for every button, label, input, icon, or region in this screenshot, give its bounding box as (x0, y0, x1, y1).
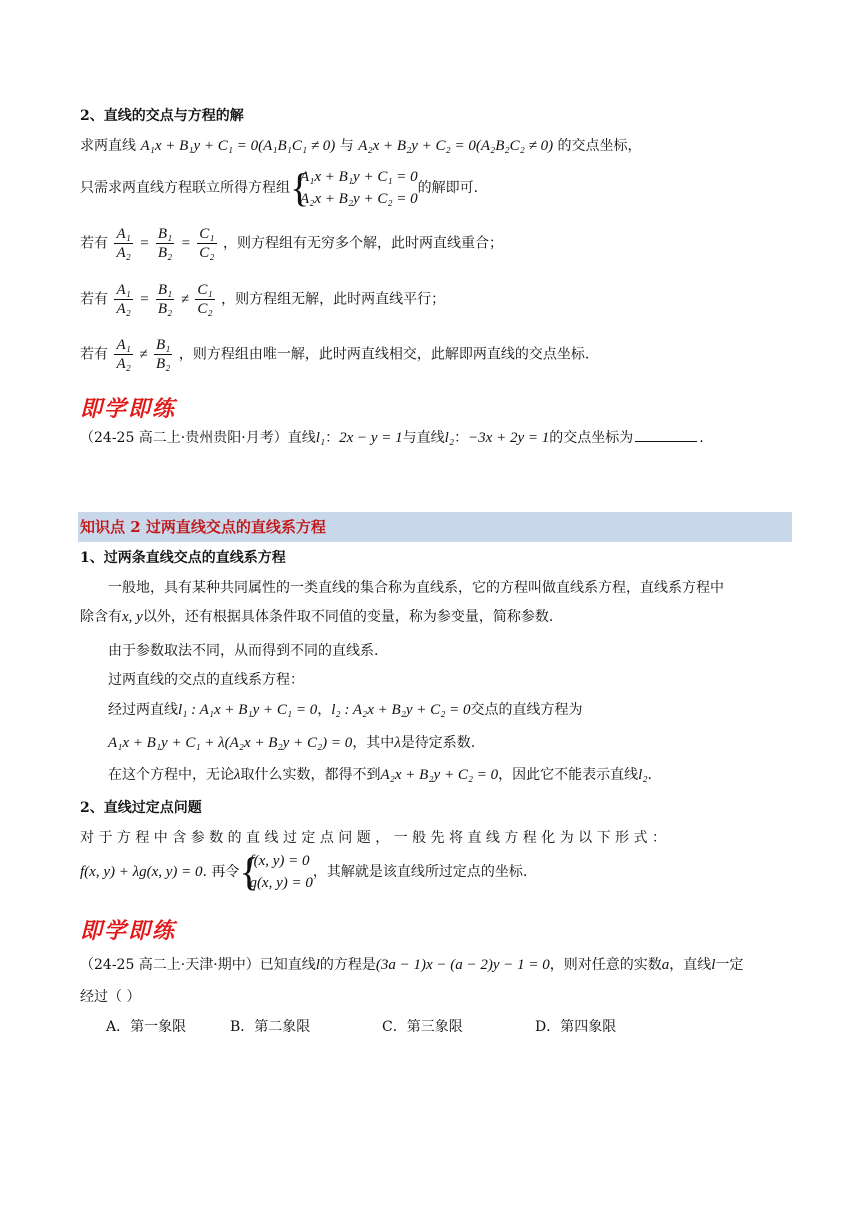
system-row: A₂x + B₂y + C₂ = 0 (300, 191, 418, 207)
variable: l (315, 957, 320, 973)
text: ，则方程组无解，此时两直线平行； (221, 291, 446, 308)
paragraph: 过两直线的交点的直线系方程： (108, 672, 304, 688)
equation: 2x − y = 1 (339, 430, 403, 446)
answer-blank[interactable] (635, 441, 697, 442)
system-statement (80, 166, 478, 210)
equals-sign: = (180, 235, 191, 252)
lambda-symbol: λ (234, 767, 241, 783)
question-line: 经过（ ） (80, 989, 141, 1005)
section-title: 2、直线的交点与方程的解 (80, 108, 244, 124)
text: 的方程是 (319, 957, 376, 973)
subsection-title: 2、直线过定点问题 (80, 800, 202, 816)
text: 除含有 (80, 609, 122, 625)
text: . (647, 767, 652, 783)
paragraph (108, 700, 583, 720)
variable: a (661, 957, 670, 973)
knowledge-point-title: 知识点 2 过两直线交点的直线系方程 (80, 518, 326, 536)
equals-sign: = (139, 235, 150, 252)
equation-line2: A₂x + B₂y + C₂ = 0(A₂B₂C₂ ≠ 0) (358, 138, 554, 154)
paragraph: 一般地，具有某种共同属性的一类直线的集合称为直线系，它的方程叫做直线系方程，直线系方程中 (108, 580, 724, 596)
practice-heading: 即学即练 (80, 919, 177, 944)
equation: l₁ : A₁x + B₁y + C₁ = 0 (178, 702, 318, 718)
variables: x, y (122, 609, 143, 625)
practice-question (80, 428, 704, 448)
text: 若有 (80, 291, 108, 308)
text: 以外，还有根据具体条件取不同值的变量，称为参变量，简称参数. (142, 609, 554, 625)
text: 与 (339, 138, 354, 154)
not-equal-sign: ≠ (139, 346, 148, 363)
fraction: $\frac{\text{A₁}}{\text{A₂}}$ (116, 226, 131, 261)
practice-question (80, 955, 743, 975)
text: 的交点坐标， (557, 138, 642, 154)
text: ， (317, 702, 332, 718)
text: ： (454, 430, 469, 446)
text: 的交点坐标为 (549, 430, 634, 446)
fraction: $\frac{\text{C₁}}{\text{C₂}}$ (199, 226, 215, 261)
subsection-title: 1、过两条直线交点的直线系方程 (80, 550, 286, 566)
text: 若有 (80, 346, 108, 363)
equation-system: { A₁x + B₁y + C₁ = 0 A₂x + B₂y + C₂ = 0 (290, 165, 418, 210)
fraction: $\frac{\text{C₁}}{\text{C₂}}$ (197, 282, 213, 317)
text: ，则对任意的实数 (549, 957, 662, 973)
equation: −3x + 2y = 1 (468, 430, 550, 446)
text: 求两直线 (80, 138, 136, 154)
text: 的解即可. (417, 180, 479, 196)
line-label: l₁ (315, 430, 326, 446)
option-c[interactable]: C．第三象限 (382, 1019, 463, 1035)
text: ，则方程组由唯一解，此时两直线相交，此解即两直线的交点坐标. (178, 346, 590, 363)
equation-system: { f(x, y) = 0 g(x, y) = 0 (239, 849, 313, 894)
system-row: f(x, y) = 0 (249, 853, 310, 869)
option-a[interactable]: A．第一象限 (106, 1019, 187, 1035)
line-label: l₂ (638, 767, 648, 783)
fraction: $\frac{\text{A₁}}{\text{A₂}}$ (116, 337, 131, 372)
case-intersecting (80, 336, 589, 373)
text: ，因此它不能表示直线 (498, 767, 639, 783)
text: 与直线 (402, 430, 445, 446)
line-family-equation: A₁x + B₁y + C₁ + λ(A₂x + B₂y + C₂) = 0 (108, 735, 353, 751)
practice-heading: 即学即练 (80, 397, 177, 422)
text: . (699, 430, 704, 446)
text: 只需求两直线方程联立所得方程组 (80, 180, 290, 196)
paragraph: 对 于 方 程 中 含 参 数 的 直 线 过 定 点 问 题 ， 一 般 先 将 直 线 方 程 化 为 以 下 形 式 ： (80, 830, 666, 846)
fraction: $\frac{\text{B₁}}{\text{B₂}}$ (157, 282, 173, 317)
equals-sign: = (139, 291, 150, 308)
question-source: （24-25 高二上·贵州贵阳·月考）直线 (80, 430, 316, 446)
fraction: $\frac{\text{A₁}}{\text{A₂}}$ (116, 282, 131, 317)
text: ，其中 (352, 735, 395, 751)
equation-line1: A₁x + B₁y + C₁ = 0(A₁B₁C₁ ≠ 0) (140, 138, 336, 154)
intersection-statement (80, 136, 642, 156)
text: ，其解就是该直线所过定点的坐标. (312, 864, 528, 880)
text: 交点的直线方程为 (470, 702, 583, 718)
line-label: l₂ (444, 430, 455, 446)
text: 是待定系数. (400, 735, 476, 751)
not-equal-sign: ≠ (180, 291, 189, 308)
paragraph (80, 850, 527, 894)
paragraph: 由于参数取法不同，从而得到不同的直线系. (108, 643, 379, 659)
paragraph (108, 733, 475, 753)
fraction: $\frac{\text{B₁}}{\text{B₂}}$ (157, 226, 173, 261)
equation: l₂ : A₂x + B₂y + C₂ = 0 (331, 702, 471, 718)
equation: (3a − 1)x − (a − 2)y − 1 = 0 (375, 957, 550, 973)
case-coincident (80, 225, 503, 262)
text: ，直线 (669, 957, 712, 973)
text: ： (325, 430, 340, 446)
equation: A₂x + B₂y + C₂ = 0 (380, 767, 499, 783)
lambda-symbol: λ (394, 735, 401, 751)
system-row: g(x, y) = 0 (249, 875, 313, 891)
system-row: A₁x + B₁y + C₁ = 0 (300, 169, 418, 185)
text: 若有 (80, 235, 108, 252)
variable: l (711, 957, 716, 973)
text: 一定 (715, 957, 744, 973)
case-parallel (80, 281, 445, 318)
text: . 再令 (202, 864, 240, 880)
text: 在这个方程中，无论 (108, 767, 234, 783)
text: ，则方程组有无穷多个解，此时两直线重合； (222, 235, 503, 252)
text: 取什么实数，都得不到 (240, 767, 381, 783)
fraction: $\frac{\text{B₁}}{\text{B₂}}$ (155, 337, 171, 372)
equation: f(x, y) + λg(x, y) = 0 (80, 864, 203, 880)
question-source: （24-25 高二上·天津·期中）已知直线 (80, 957, 316, 973)
option-d[interactable]: D．第四象限 (535, 1019, 617, 1035)
option-b[interactable]: B．第二象限 (230, 1019, 311, 1035)
text: 经过两直线 (108, 702, 178, 718)
paragraph (108, 765, 652, 785)
paragraph (80, 607, 553, 627)
